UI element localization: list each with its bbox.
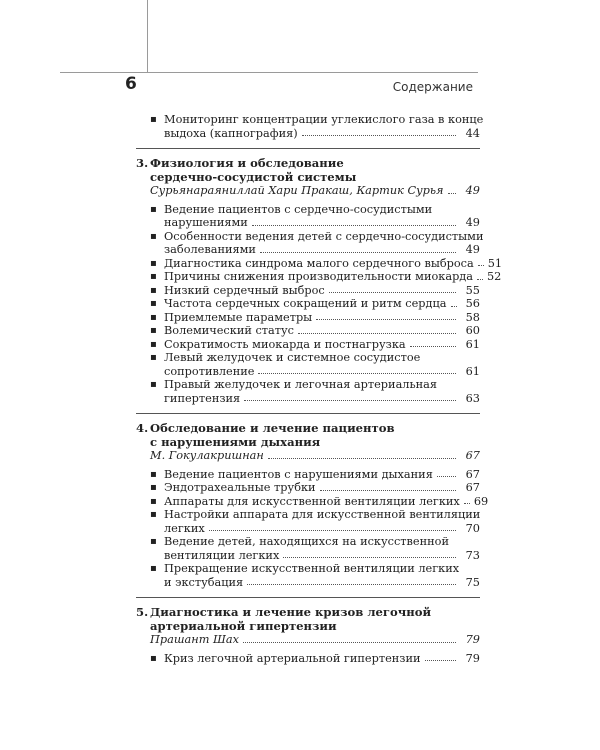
toc-item-text: ▪ Настройки аппарата для искусственной вентиляции — [164, 508, 481, 521]
toc-page-number: 63 — [465, 391, 480, 405]
chapter-author — [136, 184, 480, 198]
dot-leader — [209, 530, 456, 531]
dot-leader — [252, 225, 456, 226]
toc-item-text: вентиляции легких — [164, 548, 280, 562]
dot-leader — [268, 458, 456, 459]
toc-chapter — [136, 148, 503, 413]
dot-leader — [410, 346, 456, 347]
toc-item-line — [164, 216, 480, 230]
toc-top-block — [136, 113, 484, 148]
chapter-title-text — [150, 606, 480, 633]
running-head: Содержание — [392, 80, 473, 94]
toc-page-number: 56 — [465, 297, 480, 310]
toc-item-line — [164, 324, 480, 338]
dot-leader — [477, 279, 483, 280]
author-name: Прашант Шах — [150, 633, 239, 646]
toc-item-text: ▪ Частота сердечных сокращений и ритм сердца — [164, 297, 447, 310]
toc-page-number: 73 — [465, 548, 480, 562]
toc-page-number: 61 — [465, 364, 480, 378]
toc-page-number: 55 — [465, 283, 480, 297]
toc-item-text: ▪ Сократимость миокарда и постнагрузка — [164, 337, 406, 351]
dot-leader — [425, 660, 456, 661]
dot-leader — [243, 642, 456, 643]
toc-top-items — [136, 113, 484, 140]
toc-item-text: ▪ Левый желудочек и системное сосудистое — [164, 351, 421, 364]
chapter-title-line: Физиология и обследование — [150, 156, 344, 170]
toc-item-line — [164, 127, 480, 141]
toc-page-number: 44 — [465, 126, 480, 140]
toc-item — [150, 351, 480, 378]
toc-item — [150, 535, 480, 562]
chapter-title-line: Диагностика и лечение кризов легочной — [150, 605, 432, 619]
toc-item-text: ▪ Особенности ведения детей с сердечно-сосудистыми — [164, 229, 484, 243]
toc-item-text: ▪ Диагностика синдрома малого сердечного выброса — [164, 256, 474, 270]
dot-leader — [302, 135, 456, 136]
toc-item-line — [164, 311, 480, 325]
chapter-title-line: с нарушениями дыхания — [150, 434, 321, 449]
toc-item-text: ▪ Причины снижения производительности миокарда — [164, 270, 473, 283]
toc-item — [150, 284, 480, 298]
chapter-author — [136, 449, 480, 463]
toc-chapter — [136, 597, 480, 673]
toc-item-line — [164, 549, 480, 563]
toc-item-line — [164, 243, 480, 257]
toc-page-number: 75 — [465, 575, 480, 589]
author-name: М. Гокулакришнан — [150, 449, 264, 462]
chapter-items — [136, 652, 480, 666]
toc-item-line — [164, 392, 480, 406]
toc-item-text: ▪ Ведение пациентов с нарушениями дыхания — [164, 467, 433, 481]
toc-item-text: ▪ Прекращение искусственной вентиляции легких — [164, 562, 460, 575]
toc-item-line — [164, 284, 480, 298]
toc-page-number: 61 — [465, 337, 480, 351]
toc-page-number: 67 — [465, 467, 480, 481]
chapter-items — [136, 467, 489, 590]
chapter-title-line: сердечно-сосудистой системы — [150, 169, 357, 184]
toc-page-number: 60 — [465, 324, 480, 337]
toc-item — [150, 203, 480, 230]
dot-leader — [283, 557, 456, 558]
dot-leader — [448, 193, 456, 194]
toc-item-text: ▪ Ведение пациентов с сердечно-сосудистыми — [164, 202, 433, 216]
dot-leader — [329, 292, 456, 293]
toc-item-line — [164, 256, 503, 271]
toc-item-line — [164, 481, 480, 495]
toc-page-number: 49 — [465, 216, 480, 229]
toc-item — [150, 378, 480, 405]
dot-leader — [451, 306, 457, 307]
toc-item — [150, 508, 480, 535]
toc-page-number: 49 — [465, 243, 480, 256]
chapter-title-text — [150, 422, 480, 449]
toc-page-number: 52 — [487, 270, 502, 283]
toc-item-line — [164, 652, 480, 666]
toc-item-line — [164, 468, 480, 482]
toc-item — [150, 652, 480, 666]
chapter-title — [136, 422, 480, 449]
margin-vertical-rule — [147, 0, 148, 72]
toc-item-text: легких — [164, 521, 205, 535]
toc-item-line — [164, 522, 480, 536]
toc-item-text: ▪ Мониторинг концентрации углекислого газа в конце — [164, 113, 484, 126]
author-name: Сурьянараяниллай Хари Пракаш, Картик Сурья — [150, 184, 444, 197]
toc-page-number: 58 — [465, 310, 480, 324]
toc-item — [150, 562, 480, 589]
toc-item — [150, 311, 480, 325]
toc-item-line — [164, 338, 480, 352]
toc-chapter — [136, 413, 489, 597]
toc-item — [150, 468, 480, 482]
chapter-title-line: артериальной гипертензии — [150, 618, 337, 633]
toc-item-line — [164, 494, 489, 509]
toc-item-text: нарушениями — [164, 216, 248, 229]
toc-item-text: гипертензия — [164, 391, 241, 405]
toc-item — [150, 324, 480, 338]
chapter-number: 4. — [136, 421, 149, 435]
dot-leader — [247, 584, 456, 585]
dot-leader — [316, 319, 456, 320]
chapter-title — [136, 606, 480, 633]
toc-page-number: 49 — [465, 184, 480, 197]
page-number: 6 — [125, 74, 137, 94]
toc-item — [150, 494, 489, 509]
header-rule — [60, 72, 478, 73]
dot-leader — [298, 333, 456, 334]
toc-item — [150, 270, 502, 284]
toc-page-number: 70 — [465, 521, 480, 535]
toc-item-text: ▪ Волемический статус — [164, 324, 295, 337]
toc-item — [150, 297, 480, 311]
toc-content — [136, 108, 503, 673]
toc-item-line — [164, 576, 480, 590]
toc-item-text: ▪ Приемлемые параметры — [164, 310, 313, 324]
toc-item-line — [164, 270, 502, 284]
chapter-title-text — [150, 157, 480, 184]
chapter-title-line: Обследование и лечение пациентов — [150, 421, 395, 435]
dot-leader — [260, 252, 456, 253]
chapter-author — [136, 633, 480, 647]
toc-page-number: 69 — [473, 494, 489, 508]
toc-item-text: и экстубация — [164, 575, 244, 589]
toc-item — [150, 481, 480, 495]
toc-item — [150, 229, 484, 257]
toc-chapters — [136, 148, 503, 673]
dot-leader — [478, 265, 484, 266]
toc-item — [150, 113, 484, 140]
chapter-number: 3. — [136, 156, 149, 170]
toc-item-line — [164, 297, 480, 311]
toc-item-text: ▪ Правый желудочек и легочная артериальная — [164, 378, 438, 391]
toc-item-text: ▪ Ведение детей, находящихся на искусственной — [164, 535, 449, 548]
toc-item — [150, 256, 503, 271]
dot-leader — [258, 373, 456, 374]
toc-page-number: 51 — [487, 256, 503, 270]
toc-page-number: 67 — [465, 449, 480, 462]
dot-leader — [320, 490, 456, 491]
toc-item-line — [164, 365, 480, 379]
toc-item-text: ▪ Эндотрахеальные трубки — [164, 481, 316, 494]
toc-page-number: 67 — [465, 481, 480, 494]
chapter-title — [136, 157, 480, 184]
toc-item-text: выдоха (капнография) — [164, 126, 298, 140]
dot-leader — [437, 476, 456, 477]
toc-item-text: ▪ Криз легочной артериальной гипертензии — [164, 651, 421, 665]
chapter-items — [136, 202, 503, 406]
toc-item-text: ▪ Низкий сердечный выброс — [164, 283, 325, 297]
toc-item — [150, 338, 480, 352]
chapter-number: 5. — [136, 605, 149, 619]
dot-leader — [464, 503, 470, 504]
toc-item-text: сопротивление — [164, 364, 255, 378]
toc-page-number: 79 — [465, 651, 480, 665]
toc-page-number: 79 — [465, 633, 480, 646]
toc-item-text: ▪ Аппараты для искусственной вентиляции легких — [164, 494, 460, 508]
toc-item-text: заболеваниями — [164, 243, 256, 256]
dot-leader — [244, 400, 456, 401]
